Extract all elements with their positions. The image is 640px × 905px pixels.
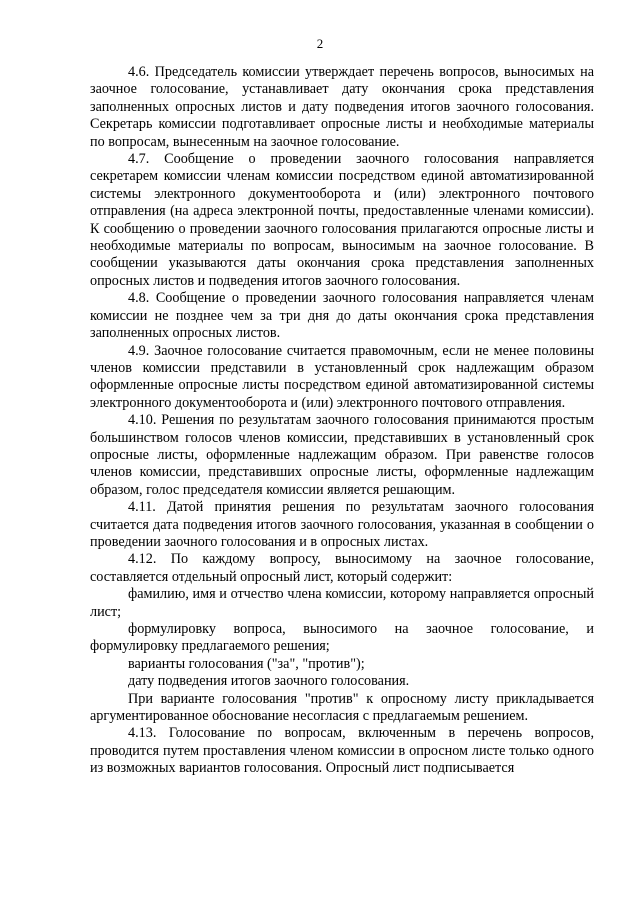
paragraph-4-11: 4.11. Датой принятия решения по результатам заочного голосования считается дата подведения итогов заочного голосования, указанная в сообщении о проведении заочного голосования и в опросных листах. [90,499,594,550]
document-body [90,64,594,778]
paragraph-4-6: 4.6. Председатель комиссии утверждает перечень вопросов, выносимых на заочное голосование, устанавливает дату окончания срока представления заполненных опросных листов и дату подведения итогов заочного голосования. Секретарь комиссии подготавливает опросные листы и необходимые материалы по вопросам, вынесенным на заочное голосование. [90,64,594,150]
paragraph-4-9: 4.9. Заочное голосование считается правомочным, если не менее половины членов комиссии представили в установленный срок надлежащим образом оформленные опросные листы посредством единой автоматизированной системы электронного документооборота и (или) электронного почтового отправления. [90,342,594,411]
paragraph-4-8: 4.8. Сообщение о проведении заочного голосования направляется членам комиссии не позднее чем за три дня до даты окончания срока представления заполненных опросных листов. [90,290,594,342]
paragraph-4-13: 4.13. Голосование по вопросам, включенным в перечень вопросов, проводится путем проставления членом комиссии в опросном листе только одного из возможных вариантов голосования. Опросный лист подписывается [90,725,594,777]
paragraph-4-10: 4.10. Решения по результатам заочного голосования принимаются простым большинством голосов членов комиссии, представивших в установленный срок опросные листы, оформленные надлежащим образом. При равенстве голосов членов комиссии, представивших опросные листы, оформленные надлежащим образом, голос председателя комиссии является решающим. [90,412,594,498]
page-number: 2 [316,36,324,51]
paragraph-4-7: 4.7. Сообщение о проведении заочного голосования направляется секретарем комиссии членам комиссии посредством единой автоматизированной системы электронного документооборота и (или) электронного почтового отправления (на адреса электронной почты, предоставленные членами комиссии). К сообщению о проведении заочного голосования прилагаются опросные листы и необходимые материалы по вопросам, выносимым на заочное голосование. В сообщении указываются даты окончания срока представления заполненных опросных листов и подведения итогов заочного голосования. [90,151,594,289]
list-item-results-date: дату подведения итогов заочного голосования. [128,673,410,690]
paragraph-against-justification: При варианте голосования "против" к опросному листу прикладывается аргументированное обоснование несогласия с предлагаемым решением. [90,690,594,725]
list-item-voting-options: варианты голосования ("за", "против"); [128,655,365,672]
paragraph-4-12: 4.12. По каждому вопросу, выносимому на заочное голосование, составляется отдельный опросный лист, который содержит: [90,551,594,585]
list-item-question-wording: формулировку вопроса, выносимого на заочное голосование, и формулировку предлагаемого решения; [90,621,594,655]
list-item-full-name: фамилию, имя и отчество члена комиссии, которому направляется опросный лист; [90,586,594,620]
